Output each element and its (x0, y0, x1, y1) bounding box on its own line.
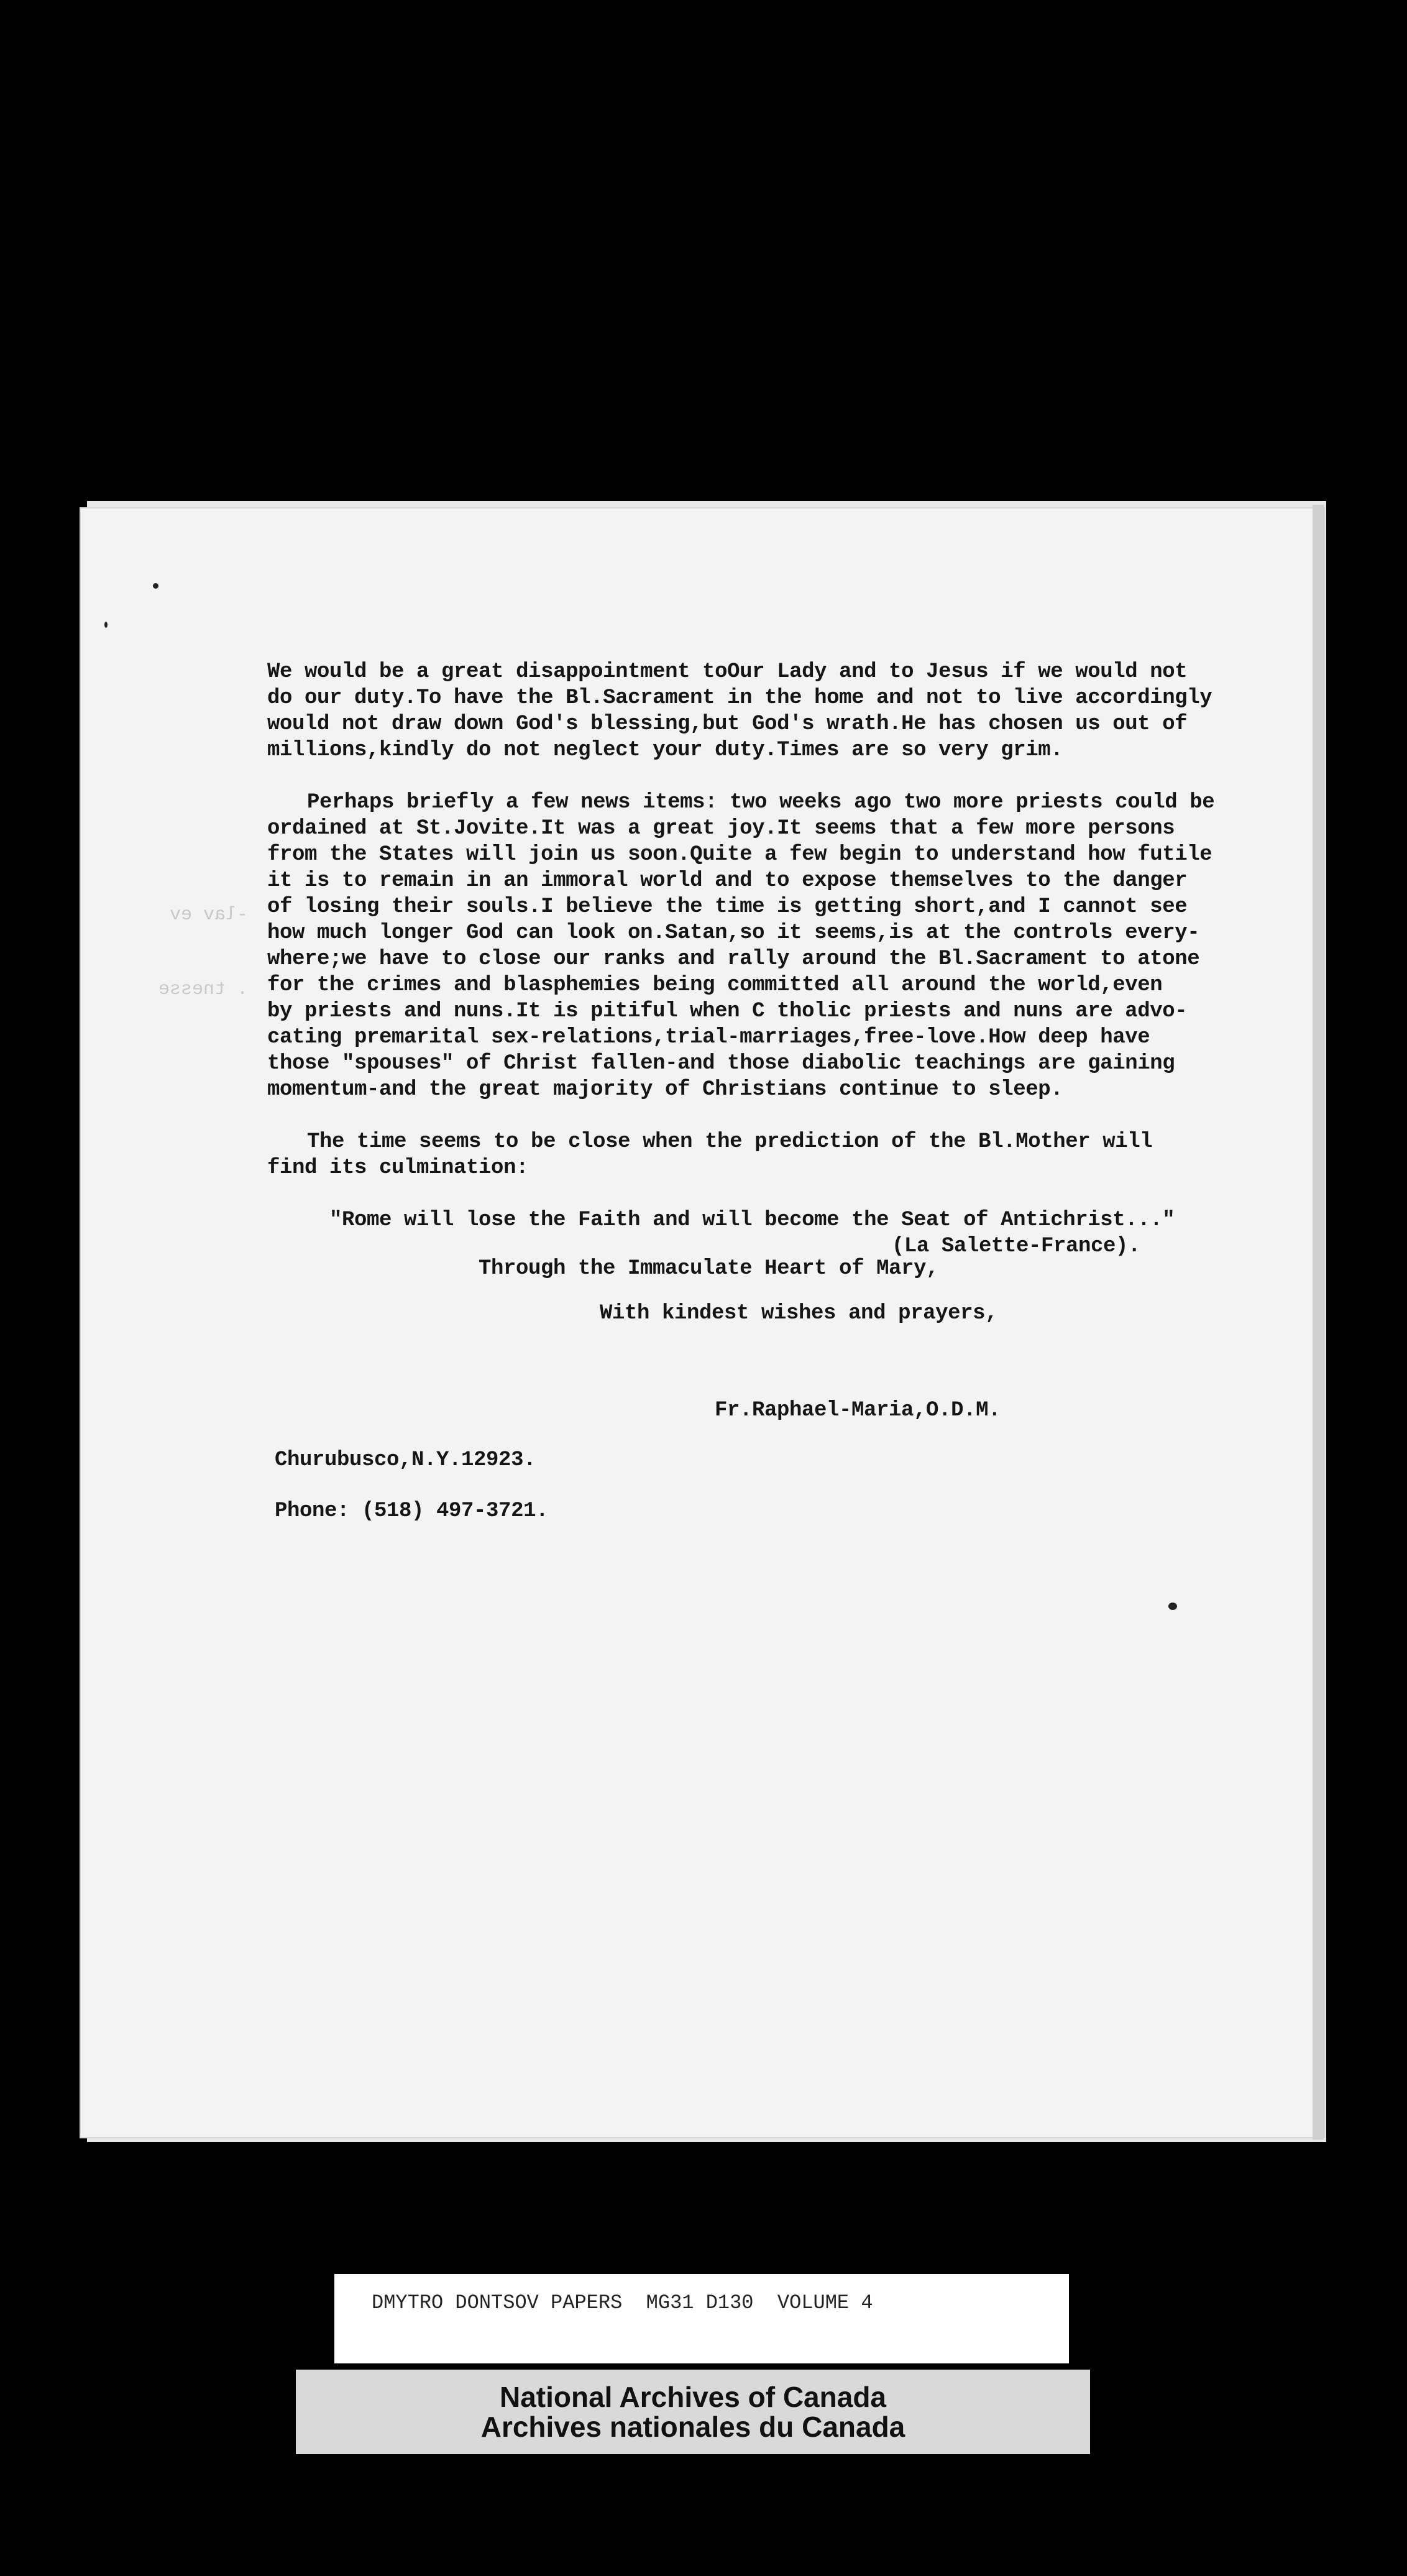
paragraph-3 (267, 1129, 1212, 1181)
quote-text: "Rome will lose the Faith and will become the Seat of Antichrist..." (329, 1208, 1175, 1232)
closing-wishes: With kindest wishes and prayers, (600, 1302, 998, 1325)
phone-number: Phone: (518) 497-3721. (275, 1499, 549, 1523)
text-line: do our duty.To have the Bl.Sacrament in the home and not to live accordingly (267, 686, 1212, 710)
text-line: how much longer God can look on.Satan,so it seems,is at the controls every- (267, 921, 1200, 945)
text-line: The time seems to be close when the prediction of the Bl.Mother will (307, 1130, 1153, 1154)
archive-label (334, 2274, 1069, 2363)
speck (1168, 1603, 1177, 1610)
institution-banner (296, 2370, 1090, 2454)
text-line: would not draw down God's blessing,but God's wrath.He has chosen us out of (267, 712, 1188, 736)
speck (104, 622, 108, 628)
text-line: millions,kindly do not neglect your duty.Times are so very grim. (267, 738, 1063, 762)
text-line: momentum-and the great majority of Christians continue to sleep. (267, 1078, 1063, 1102)
institution-name-fr: Archives nationales du Canada (480, 2411, 905, 2443)
paragraph-2 (267, 789, 1215, 1103)
page-edge (1313, 505, 1324, 2140)
text-line: those "spouses" of Christ fallen-and those diabolic teachings are gaining (267, 1052, 1175, 1075)
text-line: by priests and nuns.It is pitiful when C tholic priests and nuns are advo- (267, 1000, 1188, 1023)
text-line: ordained at St.Jovite.It was a great joy.It seems that a few more persons (267, 817, 1175, 840)
quotation (267, 1207, 1212, 1259)
text-line: where;we have to close our ranks and rally around the Bl.Sacrament to atone (267, 947, 1200, 971)
text-line: for the crimes and blasphemies being committed all around the world,even (267, 973, 1163, 997)
archive-label-text: DMYTRO DONTSOV PAPERS MG31 D130 VOLUME 4 (372, 2291, 873, 2314)
speck (153, 583, 158, 589)
paragraph-1 (267, 659, 1212, 763)
text-line: find its culmination: (267, 1156, 529, 1180)
text-line: Perhaps briefly a few news items: two weeks ago two more priests could be (307, 791, 1215, 814)
signature: Fr.Raphael-Maria,O.D.M. (715, 1399, 1001, 1422)
address: Churubusco,N.Y.12923. (275, 1448, 536, 1472)
institution-name-en: National Archives of Canada (499, 2381, 886, 2413)
text-line: We would be a great disappointment toOur Lady and to Jesus if we would not (267, 660, 1188, 684)
closing-line: Through the Immaculate Heart of Mary, (479, 1257, 939, 1281)
text-line: of losing their souls.I believe the time is getting short,and I cannot see (267, 895, 1188, 919)
bleed-through-text: -lav ev . tnesse (158, 904, 249, 1000)
text-line: cating premarital sex-relations,trial-marriages,free-love.How deep have (267, 1026, 1150, 1049)
text-line: it is to remain in an immoral world and to expose themselves to the danger (267, 869, 1188, 893)
quote-source: (La Salette-France). (891, 1235, 1140, 1258)
letter-body (267, 659, 1215, 1259)
text-line: from the States will join us soon.Quite a few begin to understand how futile (267, 843, 1212, 867)
